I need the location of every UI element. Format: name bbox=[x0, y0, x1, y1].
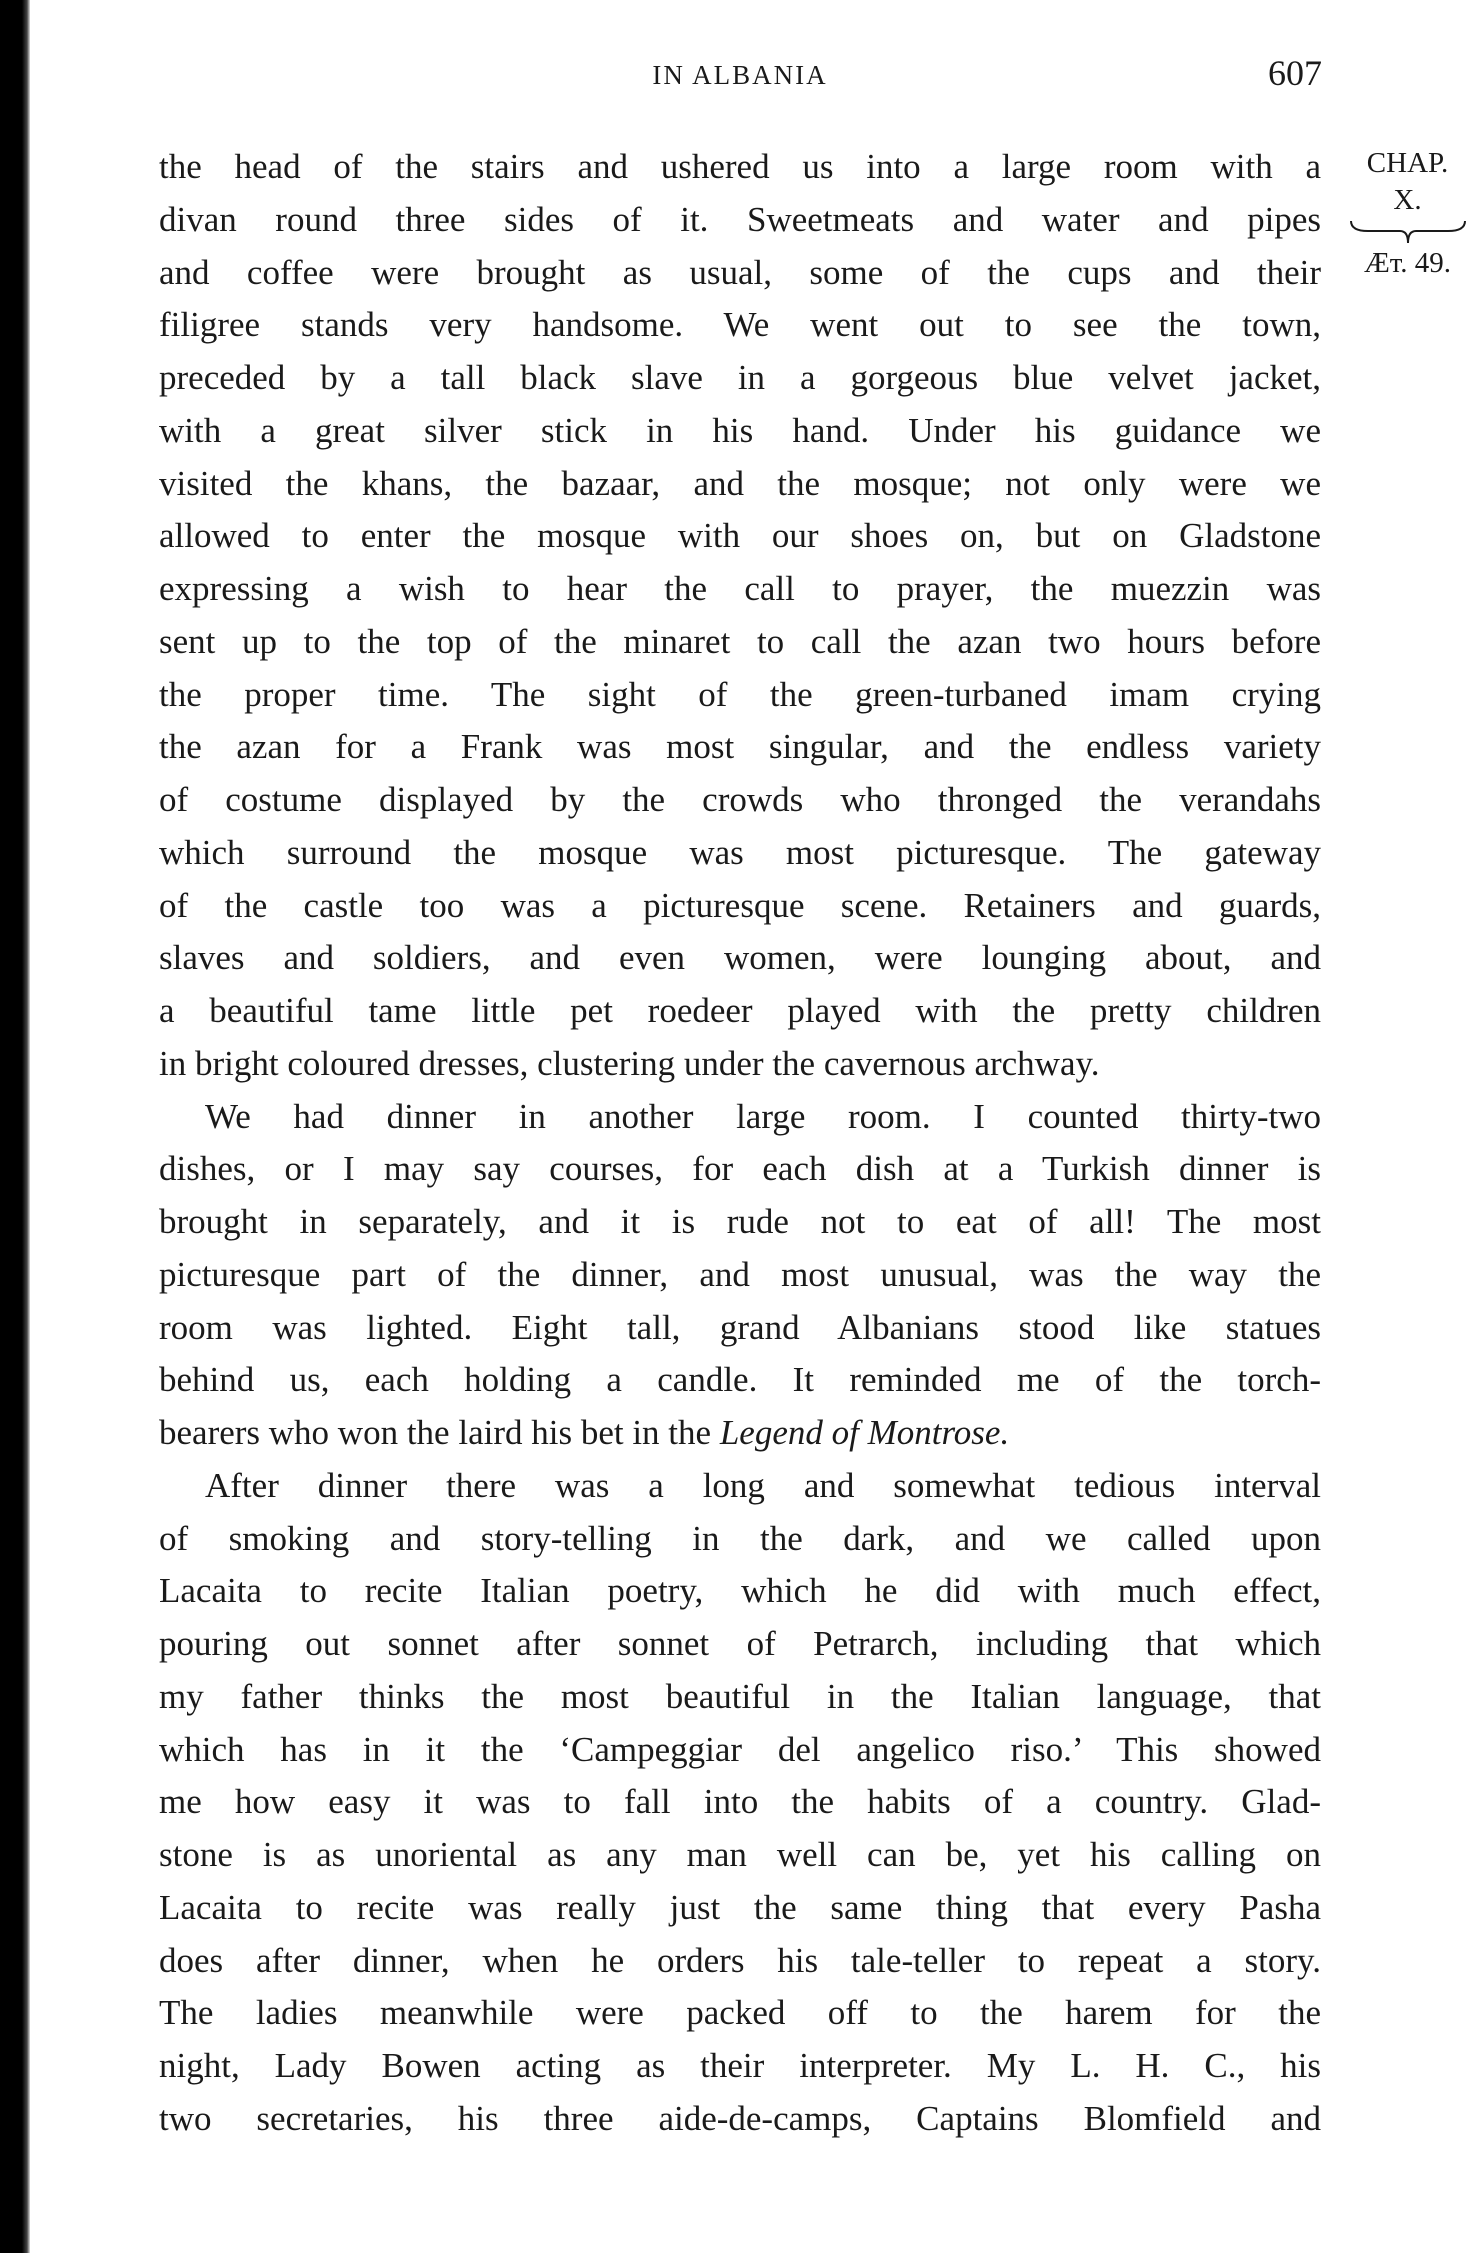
page-number: 607 bbox=[1268, 53, 1322, 93]
text-line-content: my father thinks the most beautiful in the Italian language, that bbox=[159, 1676, 1321, 1716]
text-line-content: of the castle too was a picturesque scene. Retainers and guards, bbox=[159, 885, 1321, 925]
text-line-content: We had dinner in another large room. I counted thirty-two bbox=[205, 1096, 1321, 1136]
text-line bbox=[159, 725, 1321, 778]
text-line bbox=[159, 2097, 1321, 2150]
text-line-content: a beautiful tame little pet roedeer played with the pretty children bbox=[159, 991, 1321, 1030]
text-line-content: Lacaita to recite was really just the same thing that every Pasha bbox=[159, 1887, 1321, 1927]
text-line-content: preceded by a tall black slave in a gorgeous blue velvet jacket, bbox=[159, 358, 1321, 397]
text-line bbox=[159, 145, 1321, 198]
text-line-content: filigree stands very handsome. We went out to see the town, bbox=[159, 305, 1321, 345]
text-line bbox=[159, 1517, 1321, 1570]
running-title: IN ALBANIA bbox=[652, 60, 828, 90]
scan-binding-edge bbox=[0, 0, 30, 2253]
text-line-content: in bright coloured dresses, clustering under the cavernous archway. bbox=[159, 1043, 1100, 1083]
text-line bbox=[159, 831, 1321, 884]
text-line bbox=[159, 1622, 1321, 1675]
text-line bbox=[159, 1095, 1321, 1148]
text-line-content: the proper time. The sight of the green-turbaned imam crying bbox=[159, 674, 1321, 714]
text-line-content: bearers who won the laird his bet in the bbox=[159, 1413, 720, 1452]
text-line-content: slaves and soldiers, and even women, were lounging about, and bbox=[159, 938, 1321, 978]
text-line-content: night, Lady Bowen acting as their interpreter. My L. H. C., his bbox=[159, 2046, 1321, 2085]
text-line bbox=[159, 2044, 1321, 2097]
text-line-content: of smoking and story-telling in the dark, and we called upon bbox=[159, 1518, 1321, 1558]
text-line-content: with a great silver stick in his hand. Under his guidance we bbox=[159, 410, 1321, 450]
text-line bbox=[159, 1569, 1321, 1622]
text-line bbox=[159, 1411, 1321, 1464]
text-line bbox=[159, 1253, 1321, 1306]
text-line-content: of costume displayed by the crowds who thronged the verandahs bbox=[159, 780, 1321, 819]
text-line-content: the head of the stairs and ushered us into a large room with a bbox=[159, 147, 1321, 186]
text-line bbox=[159, 567, 1321, 620]
text-line-content: behind us, each holding a candle. It reminded me of the torch- bbox=[159, 1360, 1321, 1400]
text-line bbox=[159, 673, 1321, 726]
margin-chapter-number: X. bbox=[1393, 184, 1422, 216]
margin-note bbox=[1340, 145, 1475, 282]
italic-title: Legend of Montrose. bbox=[719, 1413, 1010, 1452]
text-line-content: After dinner there was a long and somewhat tedious interval bbox=[205, 1465, 1321, 1505]
text-line-content: pouring out sonnet after sonnet of Petrarch, including that which bbox=[159, 1624, 1321, 1663]
text-line bbox=[159, 1939, 1321, 1992]
text-line bbox=[159, 462, 1321, 515]
margin-chapter-label: CHAP. bbox=[1366, 147, 1449, 179]
text-line bbox=[159, 1991, 1321, 2044]
text-line-content: brought in separately, and it is rude not to eat of all! The most bbox=[159, 1202, 1321, 1241]
text-line bbox=[159, 884, 1321, 937]
text-line-content: and coffee were brought as usual, some of the cups and their bbox=[159, 252, 1321, 292]
text-line-content: The ladies meanwhile were packed off to the harem for the bbox=[159, 1993, 1321, 2033]
text-line-content: Lacaita to recite Italian poetry, which he did with much effect, bbox=[159, 1571, 1321, 1611]
text-line bbox=[159, 1042, 1321, 1095]
text-line-content: does after dinner, when he orders his tale-teller to repeat a story. bbox=[159, 1940, 1321, 1980]
text-line bbox=[159, 514, 1321, 567]
curly-brace-icon bbox=[1348, 219, 1468, 245]
text-line bbox=[159, 1833, 1321, 1886]
text-line bbox=[159, 1675, 1321, 1728]
text-line bbox=[159, 1728, 1321, 1781]
text-line bbox=[159, 1358, 1321, 1411]
text-line-content: picturesque part of the dinner, and most unusual, was the way the bbox=[159, 1254, 1321, 1294]
text-line bbox=[159, 303, 1321, 356]
text-line bbox=[159, 1886, 1321, 1939]
text-line-content: divan round three sides of it. Sweetmeats and water and pipes bbox=[159, 199, 1321, 239]
text-line bbox=[159, 1780, 1321, 1833]
text-line bbox=[159, 1464, 1321, 1517]
text-line bbox=[159, 1200, 1321, 1253]
text-line-content: which has in it the ‘Campeggiar del angelico riso.’ This showed bbox=[159, 1729, 1321, 1769]
text-line-content: stone is as unoriental as any man well can be, yet his calling on bbox=[159, 1835, 1321, 1874]
text-line-content: which surround the mosque was most picturesque. The gateway bbox=[159, 832, 1321, 872]
body-text bbox=[159, 145, 1321, 2150]
text-line-content: me how easy it was to fall into the habits of a country. Glad- bbox=[159, 1782, 1321, 1822]
text-line-content: dishes, or I may say courses, for each dish at a Turkish dinner is bbox=[159, 1149, 1321, 1189]
text-line-content: visited the khans, the bazaar, and the mosque; not only were we bbox=[159, 463, 1321, 503]
text-line bbox=[159, 251, 1321, 304]
text-line bbox=[159, 936, 1321, 989]
text-line bbox=[159, 989, 1321, 1042]
text-line bbox=[159, 778, 1321, 831]
text-line-content: allowed to enter the mosque with our shoes on, but on Gladstone bbox=[159, 516, 1321, 556]
text-line bbox=[159, 1306, 1321, 1359]
text-line-content: sent up to the top of the minaret to call the azan two hours before bbox=[159, 621, 1321, 661]
text-line bbox=[159, 198, 1321, 251]
text-line bbox=[159, 620, 1321, 673]
text-line-content: two secretaries, his three aide-de-camps, Captains Blomfield and bbox=[159, 2098, 1321, 2138]
text-line bbox=[159, 1147, 1321, 1200]
text-line-content: room was lighted. Eight tall, grand Albanians stood like statues bbox=[159, 1307, 1321, 1347]
text-line bbox=[159, 356, 1321, 409]
text-line-content: expressing a wish to hear the call to prayer, the muezzin was bbox=[159, 569, 1321, 608]
text-line bbox=[159, 409, 1321, 462]
text-line-content: the azan for a Frank was most singular, and the endless variety bbox=[159, 727, 1321, 767]
margin-age: Æт. 49. bbox=[1363, 247, 1452, 279]
